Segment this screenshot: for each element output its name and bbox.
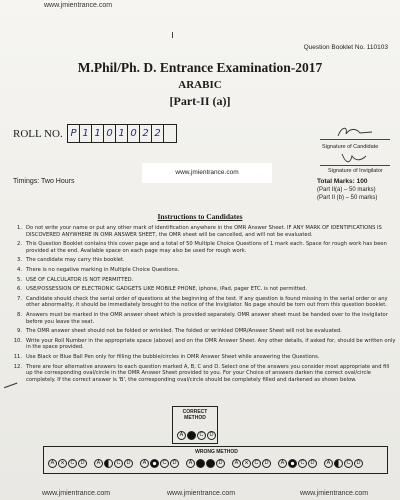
bubble-d: D: [78, 459, 87, 468]
correct-method-box: [172, 406, 218, 444]
roll-number-label: ROLL NO.: [13, 128, 63, 140]
bubble-a: A: [48, 459, 57, 468]
bubble-a: A: [186, 459, 195, 468]
instruction-item: 9. The OMR answer sheet should not be folded or wrinkled. The folded or wrinkled OMR/Answer Sheet will not be evaluated.: [17, 328, 342, 335]
bubble-c: C: [298, 459, 307, 468]
bubble-c: C: [160, 459, 169, 468]
instruction-item: 1. Do not write your name or put any other mark of identification anywhere in the OMR Answer Sheet. IF ANY MARK OF IDENTIFICATIONS IS DISCOVERED ANYWHERE IN OMR ANSWER SHEET, the OMR sheet will be cancelled, and will not be evaluated.: [17, 225, 382, 238]
roll-digit[interactable]: 0: [128, 125, 140, 142]
bubble-b-ring: [288, 459, 297, 468]
watermark-bottom-center: www.jmientrance.com: [167, 490, 236, 497]
watermark-bottom-left: www.jmientrance.com: [42, 490, 111, 497]
bubble-c: C: [114, 459, 123, 468]
marks-part-b: (Part II (b) – 50 marks): [317, 195, 378, 201]
bubble-c: C: [68, 459, 77, 468]
watermark-top: www.jmientrance.com: [44, 2, 113, 9]
bubble-b-crossed: [58, 459, 67, 468]
bubble-b-ring: [150, 459, 159, 468]
instructions-heading: Instructions to Candidates: [157, 212, 243, 221]
exam-subject: ARABIC: [178, 79, 222, 91]
roll-digit[interactable]: 1: [116, 125, 128, 142]
instruction-item: 11. Use Black or Blue Ball Pen only for filling the bubble/circles in OMR Answer Sheet while answering the Questions.: [13, 353, 320, 360]
exam-part: [Part-II (a)]: [169, 94, 231, 108]
total-marks: Total Marks: 100: [317, 178, 368, 185]
pen-mark: [3, 379, 18, 388]
roll-digit[interactable]: [164, 125, 176, 142]
bubble-c: C: [197, 431, 206, 440]
roll-digit[interactable]: 2: [152, 125, 164, 142]
instruction-item: 6. USE/POSSESSION OF ELECTRONIC GADGETS LIKE MOBILE PHONE, iphone, iPad, pager ETC. is not permitted.: [17, 286, 308, 293]
bubble-d: D: [170, 459, 179, 468]
instruction-item: 10. Write your Roll Number in the appropriate space (above) and on the OMR Answer Sheet. Any other details, if asked for, should be written only in the space provided.: [13, 337, 396, 351]
wrong-bubbles: [48, 459, 363, 468]
marks-part-a: (Part II(a) – 50 marks): [317, 187, 376, 193]
roll-digit[interactable]: 2: [140, 125, 152, 142]
instruction-item: 5. USE OF CALCULATOR IS NOT PERMITTED.: [17, 276, 134, 283]
bubble-c-filled: C: [206, 459, 215, 468]
bubble-d: D: [216, 459, 225, 468]
wrong-method-label: WRONG METHOD: [195, 449, 238, 455]
instruction-item: 3. The candidate may carry this booklet.: [17, 257, 125, 264]
booklet-number: Question Booklet No. 110103: [303, 44, 388, 51]
bubble-b-filled: [187, 431, 196, 440]
instruction-item: 4. There is no negative marking in Multiple Choice Questions.: [17, 266, 180, 273]
timings: Timings: Two Hours: [13, 178, 75, 185]
instructions-list: [12, 225, 396, 386]
bubble-c: C: [344, 459, 353, 468]
watermark-bottom-right: www.jmientrance.com: [300, 490, 369, 497]
bubble-d: D: [124, 459, 133, 468]
bubble-b-half: [104, 459, 113, 468]
instruction-item: 12. There are four alternative answers to each question marked A, B, C and D. Select one of the answers you consider most appropriate and fill up the corresponding oval/circle in the OMR Answer Sheet provided to you. For your Choice of answers darken the correct oval/circle completely. If the correct answer is 'B', the corresponding oval/circle should be completely filled and darkened as shown below.: [13, 363, 390, 383]
bubble-d: D: [354, 459, 363, 468]
correct-bubbles: [177, 431, 216, 440]
bubble-a: A: [140, 459, 149, 468]
invigilator-signature-label: Signature of Invigilator: [328, 168, 383, 174]
candidate-signature-line[interactable]: [320, 124, 390, 140]
candidate-signature-icon: [320, 124, 390, 140]
bubble-d: D: [207, 431, 216, 440]
roll-digit[interactable]: 0: [104, 125, 116, 142]
correct-method-label: CORRECT METHOD: [182, 409, 208, 421]
instruction-item: 2. This Question Booklet contains this cover page and a total of 50 Multiple Choice Questions of 1 mark each. Space for rough work has been provided at the end. Available space on each page may also be used for rough work.: [17, 241, 387, 254]
marks-block: [317, 178, 377, 202]
stray-mark: [172, 32, 173, 38]
bubble-a: A: [94, 459, 103, 468]
roll-digit[interactable]: 1: [80, 125, 92, 142]
invigilator-signature-line[interactable]: [320, 150, 390, 166]
bubble-a: A: [278, 459, 287, 468]
bubble-a: A: [177, 431, 186, 440]
bubble-b-half: [334, 459, 343, 468]
bubble-c: C: [252, 459, 261, 468]
bubble-d: D: [262, 459, 271, 468]
watermark-center: www.jmientrance.com: [142, 163, 272, 183]
roll-digit[interactable]: 1: [92, 125, 104, 142]
exam-title: M.Phil/Ph. D. Entrance Examination-2017: [77, 60, 323, 75]
candidate-signature-label: Signature of Candidate: [322, 144, 379, 150]
roll-digit[interactable]: P: [68, 125, 80, 142]
instruction-item: 8. Answers must be marked in the OMR answer sheet which is provided separately. OMR answer sheet must be handed over to the invigilator before you leave the seat.: [17, 311, 388, 325]
bubble-a: A: [324, 459, 333, 468]
bubble-b-filled: [196, 459, 205, 468]
roll-number-boxes[interactable]: [67, 124, 177, 143]
invigilator-signature-icon: [320, 150, 390, 166]
instruction-item: 7. Candidate should check the serial order of questions at the beginning of the test. If any question is found missing in the serial order or any other abnormality, it should be immediately brought to the notice of the Invigilator. No page should be torn out from this question booklet.: [17, 295, 388, 309]
bubble-d: D: [308, 459, 317, 468]
wrong-method-box: [43, 446, 388, 474]
bubble-a: A: [232, 459, 241, 468]
bubble-b-crossed: [242, 459, 251, 468]
